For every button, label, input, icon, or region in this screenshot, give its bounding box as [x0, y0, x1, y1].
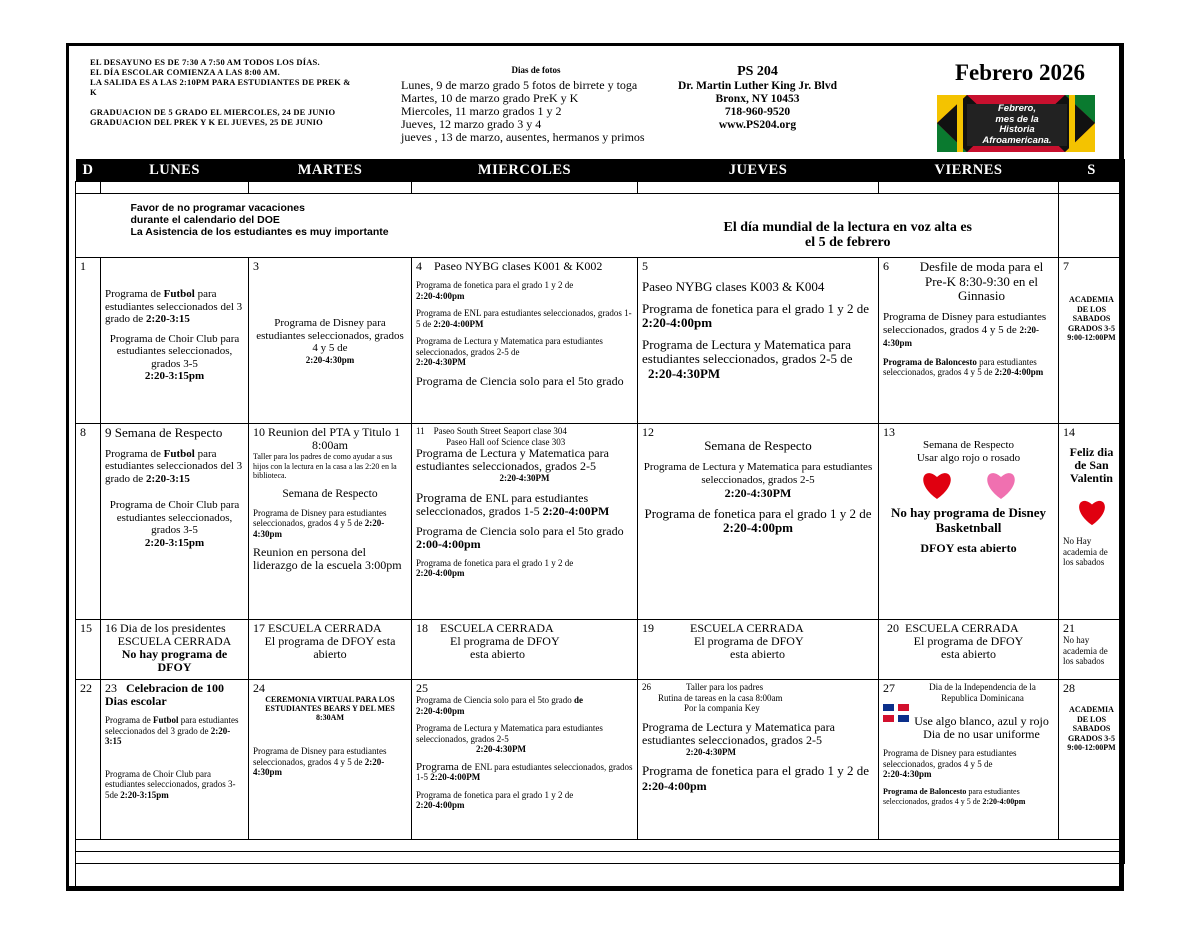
- day-number: 26: [642, 682, 651, 692]
- event-text: Paseo Hall oof Science clase 303: [446, 436, 566, 447]
- event-time: 2:20-4:00pm: [982, 796, 1026, 806]
- event-text: Programa de Baloncesto: [883, 786, 967, 796]
- event-text: Programa de: [105, 447, 164, 460]
- event-text: para estudiantes seleccionados del 3 grado de: [105, 715, 239, 736]
- note-gap: [90, 97, 390, 107]
- event-title: ESCUELA CERRADA: [690, 621, 804, 635]
- day-cell[interactable]: [638, 258, 879, 424]
- event-text: para estudiantes seleccionados, grados 1-5: [416, 761, 633, 782]
- notice-line: La Asistencia de los estudiantes es muy importante: [130, 226, 389, 238]
- event-time: 2:20-4:30PM: [648, 365, 721, 381]
- event-time: 2:20-4:30PM: [416, 357, 466, 367]
- event-text: Programa de Disney para estudiantes seleccionados, grados 4 y 5 de: [256, 317, 404, 354]
- note-line: GRADUACION DEL PREK Y K EL JUEVES, 25 DE JUNIO: [90, 117, 323, 127]
- banner-line: mes de la: [967, 115, 1067, 126]
- day-cell[interactable]: [412, 258, 638, 424]
- week-row: [76, 620, 1125, 680]
- note-line: K: [90, 87, 97, 97]
- event-text: Programa de fonetica para el grado 1 y 2 de: [416, 557, 574, 568]
- day-number: 20: [887, 621, 899, 635]
- note-line: LA SALIDA ES A LAS 2:10PM PARA ESTUDIANTES DE PREK &: [90, 77, 351, 87]
- event-text: de: [573, 695, 583, 705]
- event-time: 2:20-4:00pm: [642, 778, 707, 793]
- event-time: 2:20-3:15: [145, 313, 190, 325]
- day-number: 12: [642, 425, 654, 439]
- day-number: 21: [1063, 621, 1075, 635]
- banner-line: Febrero,: [967, 104, 1067, 115]
- event-text: Programa de fonetica para el grado 1 y 2 de: [642, 300, 870, 316]
- day-cell[interactable]: [1059, 680, 1125, 840]
- day-number: 24: [253, 681, 265, 695]
- photo-days: [401, 64, 671, 144]
- event-text: Programa de Choir Club para estudiantes seleccionados, grados 3-5: [109, 332, 240, 370]
- day-number: 14: [1063, 425, 1075, 439]
- day-cell[interactable]: [249, 424, 412, 620]
- spacer-row: [76, 182, 1125, 194]
- red-heart-icon: [1076, 497, 1108, 527]
- event-time: 2:20-3:15: [105, 725, 231, 746]
- day-cell[interactable]: [101, 680, 249, 840]
- event-text: Taller para los padres de como ayudar a sus hijos con la lectura en la casa a las 2:20 en la biblioteca.: [253, 452, 397, 480]
- day-number: 3: [253, 259, 259, 273]
- weekday-thu: JUEVES: [638, 159, 879, 182]
- event-text: Programa de fonetica para el grado 1 y 2 de: [644, 505, 872, 521]
- day-cell[interactable]: [76, 424, 101, 620]
- event-text: para estudiantes seleccionados, grados 4 y 5 de: [883, 786, 1020, 806]
- event-time: 2:20-4:30pm: [883, 769, 932, 779]
- week-row: [76, 680, 1125, 840]
- school-name: PS 204: [737, 64, 778, 79]
- day-cell[interactable]: [101, 258, 249, 424]
- day-cell[interactable]: [879, 258, 1059, 424]
- black-history-banner: [937, 95, 1095, 152]
- event-text: Programa de: [416, 489, 486, 505]
- event-time: 2:20-4:00pm: [416, 290, 465, 301]
- notice-row: [76, 194, 1125, 258]
- event-text: Programa de ENL para estudiantes seleccionados, grados 1-5 de: [416, 308, 632, 329]
- event-text: Programa de Choir Club para estudiantes seleccionados, grados 3-5de: [105, 768, 236, 800]
- event-text: Programa de Ciencia solo para el 5to grado: [416, 523, 624, 538]
- event-time: 2:20-4:30pm: [305, 354, 355, 365]
- event-text: ENL: [485, 490, 509, 505]
- photo-day: jueves , 13 de marzo, ausentes, hermanos y primos: [401, 130, 645, 144]
- event-title: ESCUELA CERRADA: [905, 621, 1019, 635]
- event-text: para estudiantes seleccionados del 3 grado de: [105, 447, 243, 485]
- event-title: ESCUELA CERRADA: [440, 621, 554, 635]
- event-text: No Hay academia de los sabados: [1063, 536, 1108, 567]
- day-number: 19: [642, 621, 654, 635]
- day-number: 15: [80, 621, 92, 635]
- event-text: Programa de Disney para estudiantes seleccionados, grados 4 y 5 de: [253, 746, 387, 767]
- event-title: Dia de la Independencia de la Republica Dominicana: [929, 682, 1036, 703]
- event-time: 2:20-4:30pm: [253, 756, 385, 777]
- day-cell[interactable]: [76, 680, 101, 840]
- event-text: Programa de Lectura y Matematica para estudiantes seleccionados, grados 2-5: [416, 446, 609, 473]
- event-text: esta abierto: [730, 647, 785, 661]
- calendar-grid: [75, 159, 1125, 864]
- event-text: Programa de: [416, 760, 475, 773]
- event-text: Rutina de tareas en la casa 8:00am: [658, 692, 783, 703]
- event-text: Programa de fonetica para el grado 1 y 2 de: [642, 763, 870, 778]
- event-time: 2:20-4:30pm: [253, 518, 385, 539]
- event-text: Programa de Disney para estudiantes seleccionados, grados 4 y 5 de: [253, 507, 387, 528]
- event-text: El programa de DFOY: [913, 634, 1024, 648]
- event-text: Paseo NYBG clases K001 & K002: [434, 259, 603, 273]
- day-number: 27: [883, 681, 895, 695]
- day-cell[interactable]: [879, 424, 1059, 620]
- event-time: 2:20-4:00PM: [542, 503, 610, 518]
- day-cell[interactable]: [249, 680, 412, 840]
- notice-line: Favor de no programar vacaciones: [130, 202, 305, 214]
- weekday-wed: MIERCOLES: [412, 159, 638, 182]
- event-text: Paseo NYBG clases K003 & K004: [642, 279, 825, 294]
- weekday-header-row: [76, 159, 1125, 182]
- day-cell[interactable]: [1059, 424, 1125, 620]
- event-text: El programa de DFOY: [450, 634, 560, 648]
- event-notice: No hay programa de Disney Basketnball: [890, 505, 1047, 535]
- day-number: 8: [80, 425, 86, 439]
- photo-days-title: Dias de fotos: [511, 65, 561, 75]
- event-text: Paseo South Street Seaport clase 304: [433, 426, 567, 436]
- day-number: 18: [416, 621, 428, 635]
- school-address: Dr. Martin Luther King Jr. Blvd: [678, 80, 837, 92]
- photo-day: Lunes, 9 de marzo grado 5 fotos de birrete y toga: [401, 78, 638, 92]
- school-city: Bronx, NY 10453: [715, 93, 800, 105]
- event-notice: DFOY esta abierto: [920, 541, 1017, 555]
- day-number: 22: [80, 681, 92, 695]
- event-text: Dia de no usar uniforme: [923, 727, 1040, 741]
- day-number: 23: [105, 681, 117, 695]
- school-website[interactable]: www.PS204.org: [718, 119, 797, 131]
- event-time: 2:20-4:30PM: [499, 473, 550, 483]
- event-text: Programa de: [105, 715, 153, 725]
- event-title: Semana de Respecto: [922, 439, 1015, 451]
- event-time: 2:20-4:00pm: [994, 367, 1044, 377]
- event-text: Programa de fonetica para el grado 1 y 2 de: [416, 789, 574, 800]
- weekday-sun: D: [76, 159, 101, 182]
- event-title: 17 ESCUELA CERRADA: [253, 621, 382, 635]
- event-time: 2:20-4:00PM: [430, 772, 481, 782]
- day-cell[interactable]: [412, 620, 638, 680]
- day-number: 11: [416, 426, 425, 436]
- day-cell[interactable]: [101, 620, 249, 680]
- event-text: Programa de Lectura y Matematica para estudiantes seleccionados, grados 2-5 de: [416, 336, 603, 357]
- day-cell[interactable]: [879, 680, 1059, 840]
- event-text: Programa de fonetica para el grado 1 y 2 de: [416, 280, 574, 290]
- month-title: Febrero 2026: [954, 60, 1086, 85]
- day-cell[interactable]: [101, 424, 249, 620]
- event-title: Semana de Respecto: [282, 487, 378, 500]
- banner-line: Afroamericana.: [967, 136, 1067, 147]
- read-aloud-notice: [638, 194, 1059, 258]
- event-text: Use algo blanco, azul y rojo: [914, 714, 1049, 728]
- valentine-text: Feliz dia de San Valentin: [1069, 445, 1114, 485]
- event-time: 2:20-4:00pm: [722, 520, 794, 535]
- event-text: Programa de Choir Club para estudiantes seleccionados, grados 3-5: [109, 499, 240, 536]
- event-time: 2:20-4:30pm: [883, 324, 1040, 348]
- event-time: 2:20-4:00pm: [416, 568, 465, 578]
- event-title: 9 Semana de Respecto: [105, 425, 223, 440]
- event-text: Programa de Lectura y Matematica para estudiantes seleccionados, grados 2-5 de: [642, 336, 853, 366]
- bottom-box: [75, 863, 1116, 887]
- event-text: ESCUELA CERRADA: [117, 634, 232, 648]
- event-text: Por la compania Key: [684, 703, 760, 713]
- day-cell[interactable]: [638, 620, 879, 680]
- red-heart-icon: [920, 469, 954, 501]
- spacer-row: [76, 840, 1125, 852]
- event-time: 8:00am: [312, 438, 348, 452]
- event-text: Reunion en persona del liderazgo de la escuela 3:00pm: [253, 545, 402, 572]
- day-number: 5: [642, 259, 648, 273]
- event-text: Programa de Ciencia solo para el 5to grado: [416, 373, 624, 388]
- event-text: para estudiantes seleccionados, grados 1-5: [416, 490, 589, 518]
- notice-line: El día mundial de la lectura en voz alta es: [723, 220, 972, 235]
- event-text: El programa de DFOY: [694, 634, 804, 648]
- day-number: 13: [883, 425, 895, 439]
- event-title: Semana de Respecto: [704, 438, 812, 453]
- saturday-academy: ACADEMIA DE LOS SABADOS GRADOS 3-5 9:00-12:00PM: [1067, 295, 1116, 342]
- event-text: para estudiantes seleccionados del 3 grado de: [105, 288, 243, 325]
- event-time: 2:20-4:00pm: [416, 800, 465, 810]
- day-cell[interactable]: [638, 424, 879, 620]
- weekday-fri: VIERNES: [879, 159, 1059, 182]
- day-number: 4: [416, 259, 422, 273]
- event-text: Futbol: [163, 447, 195, 460]
- day-cell[interactable]: [638, 680, 879, 840]
- event-time: 2:20-3:15: [145, 472, 190, 485]
- day-number: 6: [883, 259, 889, 273]
- event-time: 2:20-4:30PM: [724, 485, 792, 500]
- weekday-mon: LUNES: [101, 159, 249, 182]
- event-text: Programa de Baloncesto: [883, 356, 977, 367]
- event-text: Futbol: [163, 288, 195, 300]
- weekday-tue: MARTES: [249, 159, 412, 182]
- event-text: Futbol: [152, 715, 179, 725]
- school-info: [675, 63, 840, 132]
- event-time: 2:20-4:30PM: [686, 746, 736, 757]
- event-time: 2:20-4:00pm: [642, 315, 713, 330]
- day-number: 25: [416, 681, 428, 695]
- day-number: 7: [1063, 259, 1069, 273]
- event-time: 2:20-4:30PM: [476, 744, 526, 754]
- day-cell[interactable]: [249, 258, 412, 424]
- note-line: GRADUACION DE 5 GRADO EL MIERCOLES, 24 DE JUNIO: [90, 107, 336, 117]
- event-text: Programa de: [105, 288, 164, 300]
- event-text: Programa de Disney para estudiantes seleccionados, grados 4 y 5 de: [883, 748, 1017, 769]
- school-phone: 718-960-9520: [724, 106, 791, 118]
- day-number: 28: [1063, 681, 1075, 695]
- note-line: EL DESAYUNO ES DE 7:30 A 7:50 AM TODOS LOS DÍAS.: [90, 57, 320, 67]
- banner-line: Historia: [967, 125, 1067, 136]
- event-time: 2:20-3:15pm: [144, 536, 205, 549]
- day-cell[interactable]: [76, 258, 101, 424]
- event-text: para estudiantes seleccionados, grados 4 y 5 de: [883, 356, 1037, 377]
- weekday-sat: S: [1059, 159, 1125, 182]
- day-number: 1: [80, 259, 86, 273]
- event-text: Programa de Ciencia solo para el 5to grado: [416, 695, 574, 705]
- saturday-academy: ACADEMIA DE LOS SABADOS GRADOS 3-5 9:00-12:00PM: [1067, 705, 1116, 752]
- event-text: Programa de Lectura y Matematica para estudiantes seleccionados, grados 2-5: [416, 723, 603, 744]
- event-text: No hay academia de los sabados: [1063, 635, 1108, 666]
- day-cell[interactable]: [1059, 258, 1125, 424]
- day-cell[interactable]: [412, 680, 638, 840]
- photo-day: Martes, 10 de marzo grado PreK y K: [401, 91, 579, 105]
- pink-heart-icon: [984, 469, 1018, 501]
- week-row: [76, 258, 1125, 424]
- event-text: esta abierto: [941, 647, 996, 661]
- event-time: 2:00-4:00pm: [416, 536, 481, 551]
- notice-line: durante el calendario del DOE: [130, 214, 280, 226]
- banner-text: [967, 104, 1067, 146]
- event-text: Programa de Lectura y Matematica para estudiantes seleccionados, grados 2-5: [643, 460, 873, 486]
- spacer-row: [76, 852, 1125, 864]
- week-row: [76, 424, 1125, 620]
- day-cell[interactable]: [879, 620, 1059, 680]
- event-text: Programa de Lectura y Matematica para estudiantes seleccionados, grados 2-5: [642, 719, 835, 747]
- day-cell[interactable]: [76, 620, 101, 680]
- event-time: 2:20-4:00pm: [416, 705, 465, 716]
- photo-day: Jueves, 12 marzo grado 3 y 4: [401, 117, 542, 131]
- event-title: Celebracion de 100 Dias escolar: [105, 681, 224, 708]
- school-notes: [90, 57, 390, 127]
- day-cell[interactable]: [412, 424, 638, 620]
- event-text: El programa de DFOY esta abierto: [264, 634, 396, 661]
- event-time: 2:20-3:15pm: [144, 370, 205, 382]
- attendance-notice: [101, 194, 638, 258]
- dominican-flag-icon: [883, 704, 909, 722]
- event-text: Desfile de moda para el Pre-K 8:30-9:30 en el Ginnasio: [919, 259, 1044, 303]
- event-time: 2:20-4:00PM: [433, 318, 484, 329]
- event-title: 16 Dia de los presidentes: [105, 621, 226, 635]
- photo-day: Miercoles, 11 marzo grados 1 y 2: [401, 104, 562, 118]
- event-text: ENL: [474, 761, 492, 772]
- notice-line: el 5 de febrero: [805, 235, 891, 250]
- event-text: esta abierto: [470, 647, 525, 661]
- event-title: 10 Reunion del PTA y Titulo 1: [253, 425, 401, 439]
- event-notice: No hay programa de DFOY: [121, 647, 228, 674]
- day-cell[interactable]: [249, 620, 412, 680]
- note-line: EL DÍA ESCOLAR COMIENZA A LAS 8:00 AM.: [90, 67, 280, 77]
- day-cell[interactable]: [1059, 620, 1125, 680]
- event-text: Programa de Disney para estudiantes seleccionados, grados 4 y 5 de: [883, 310, 1047, 336]
- event-text: Usar algo rojo o rosado: [916, 452, 1021, 464]
- event-title: Taller para los padres: [686, 682, 764, 692]
- event-title: CEREMONIA VIRTUAL PARA LOS ESTUDIANTES BEARS Y DEL MES 8:30AM: [265, 695, 395, 722]
- event-time: 2:20-3:15pm: [120, 789, 169, 800]
